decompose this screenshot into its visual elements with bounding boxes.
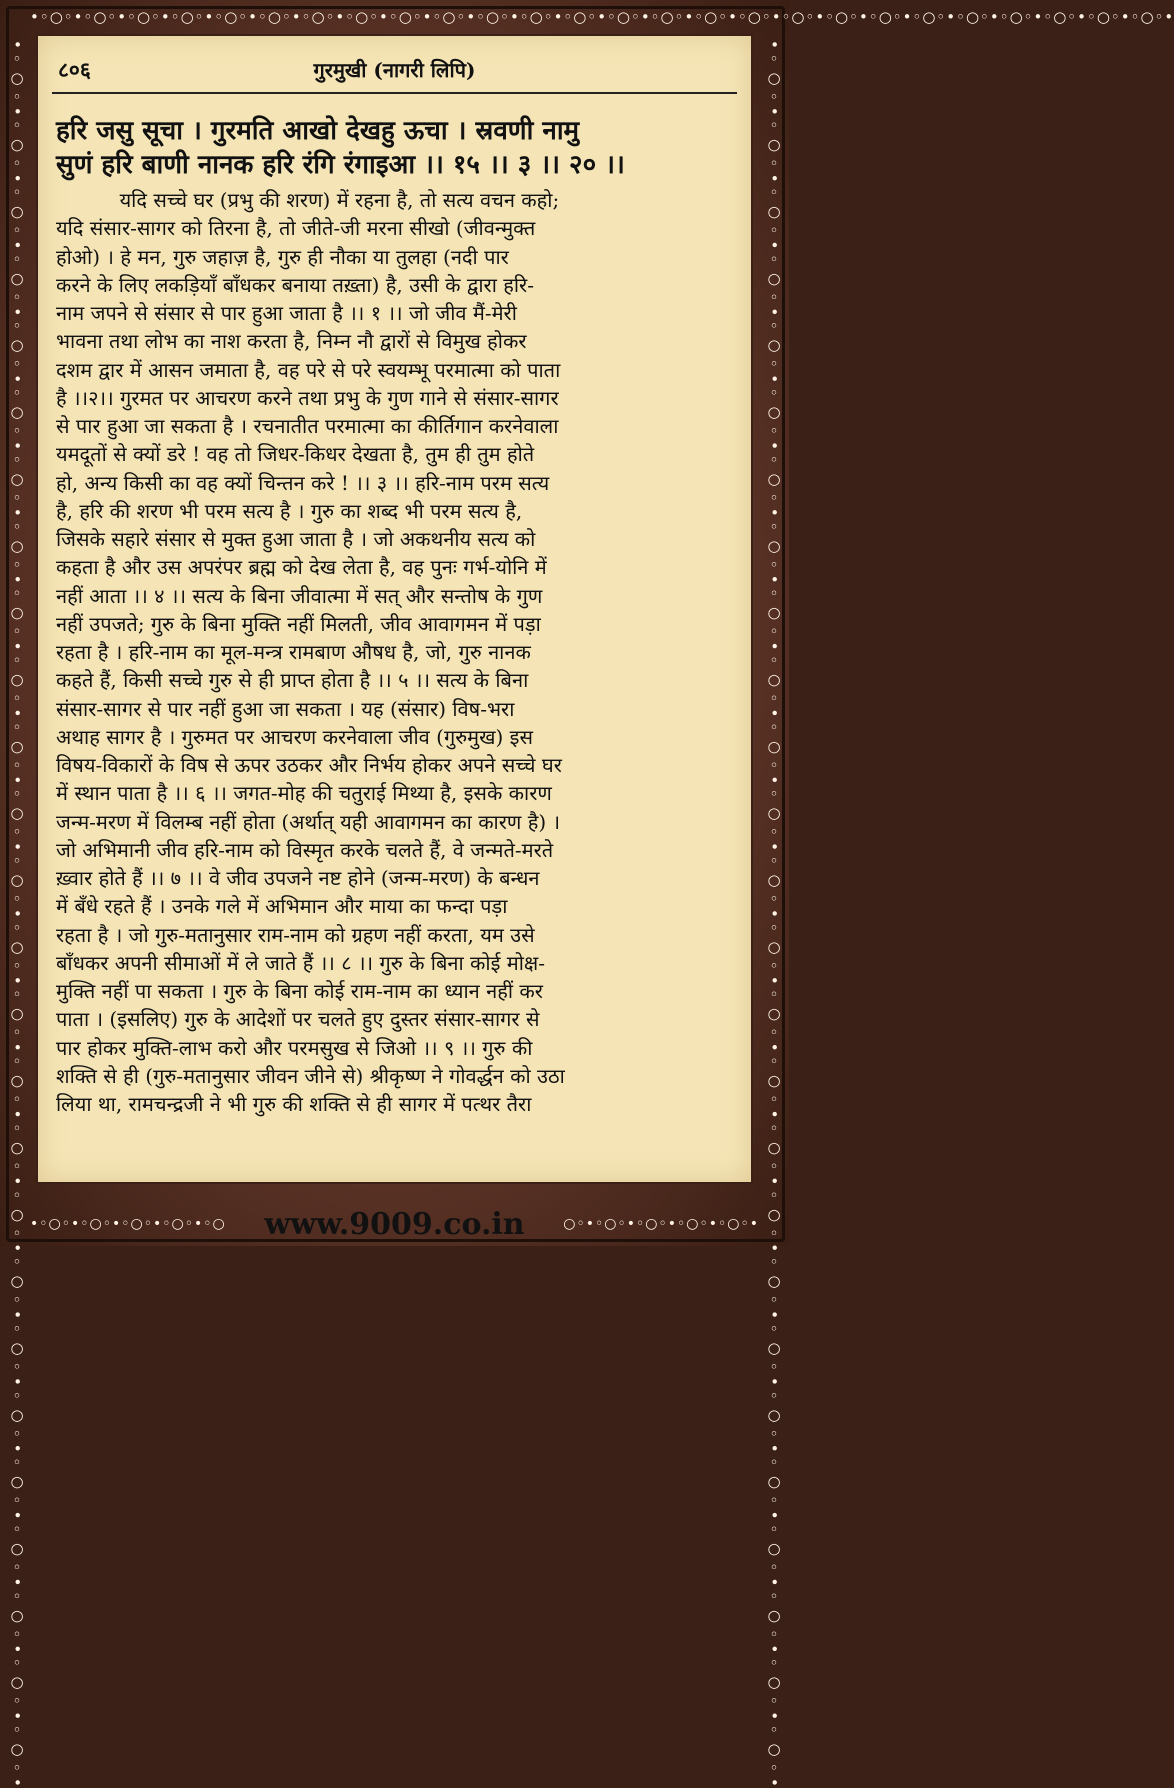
footer-left-ornament: •◦○◦•◦○◦•◦○◦•◦○◦•◦○	[30, 1216, 226, 1232]
translation-line: है ।।२।। गुरमत पर आचरण करने तथा प्रभु के गुण गाने से संसार-सागर	[56, 385, 559, 410]
translation-line: संसार-सागर से पार नहीं हुआ जा सकता । यह (संसार) विष-भरा	[56, 696, 515, 721]
translation-line: जो अभिमानी जीव हरि-नाम को विस्मृत करके चलते हैं, वे जन्मते-मरते	[56, 837, 554, 862]
right-ornament-border: •◦○◦•◦○◦•◦○◦•◦○◦•◦○◦•◦○◦•◦○◦•◦○◦•◦○◦•◦○◦•◦○◦•◦○◦•◦○◦•◦○◦•◦○◦•◦○◦•◦○◦•◦○◦•◦○◦•◦○◦•◦○◦•◦○◦•◦○◦•◦○◦•◦○◦•◦○◦•	[765, 40, 783, 1788]
translation-line: यदि सच्चे घर (प्रभु की शरण) में रहना है, तो सत्य वचन कहो;	[56, 188, 560, 212]
translation-line: नहीं उपजते; गुरु के बिना मुक्ति नहीं मिलती, जीव आवागमन में पड़ा	[56, 611, 541, 636]
translation-line: करने के लिए लकड़ियाँ बाँधकर बनाया तख़्ता) है, उसी के द्वारा हरि-	[56, 272, 534, 297]
translation-line: से पार हुआ जा सकता है । रचनातीत परमात्मा का कीर्तिगान करनेवाला	[56, 414, 559, 438]
translation-line: दशम द्वार में आसन जमाता है, वह परे से परे स्वयम्भू परमात्मा को पाता	[56, 357, 561, 382]
translation-line: भावना तथा लोभ का नाश करता है, निम्न नौ द्वारों से विमुख होकर	[56, 329, 527, 354]
translation-line: नाम जपने से संसार से पार हुआ जाता है ।। १ ।। जो जीव मैं-मेरी	[56, 301, 517, 325]
left-ornament-border: •◦○◦•◦○◦•◦○◦•◦○◦•◦○◦•◦○◦•◦○◦•◦○◦•◦○◦•◦○◦•◦○◦•◦○◦•◦○◦•◦○◦•◦○◦•◦○◦•◦○◦•◦○◦•◦○◦•◦○◦•◦○◦•◦○◦•◦○◦•◦○◦•◦○◦•◦○◦•	[8, 40, 26, 1788]
page-number: ८०६	[58, 57, 91, 82]
translation-line: कहते हैं, किसी सच्चे गुरु से ही प्राप्त होता है ।। ५ ।। सत्य के बिना	[56, 668, 529, 693]
page-header	[36, 34, 753, 90]
running-title: गुरमुखी (नागरी लिपि)	[313, 58, 476, 82]
top-ornament-border: •◦○◦•◦○◦•◦○◦•◦○◦•◦○◦•◦○◦•◦○◦•◦○◦•◦○◦•◦○◦•◦○◦•◦○◦•◦○◦•◦○◦•◦○◦•◦○◦•◦○◦•◦○◦•◦○◦•◦○◦•◦○◦•◦○◦•◦○◦•◦○◦•◦○◦•◦○◦•	[30, 8, 1174, 26]
translation-line: कहता है और उस अपरंपर ब्रह्म को देख लेता है, वह पुनः गर्भ-योनि में	[56, 555, 547, 580]
translation-line: में स्थान पाता है ।। ६ ।। जगत-मोह की चतुराई मिथ्या है, इसके कारण	[56, 781, 552, 806]
footer-right-ornament: ○◦•◦○◦•◦○◦•◦○◦•◦○◦•	[563, 1216, 759, 1232]
translation-line: में बँधे रहते हैं । उनके गले में अभिमान और माया का फन्दा पड़ा	[56, 894, 508, 919]
verse-block	[56, 114, 736, 182]
page-footer	[0, 1204, 789, 1246]
translation-line: है, हरि की शरण भी परम सत्य है । गुरु का शब्द भी परम सत्य है,	[56, 498, 523, 523]
translation-line: नहीं आता ।। ४ ।। सत्य के बिना जीवात्मा में सत् और सन्तोष के गुण	[56, 583, 543, 608]
translation-line: अथाह सागर है । गुरुमत पर आचरण करनेवाला जीव (गुरुमुख) इस	[56, 724, 533, 749]
scripture-page	[36, 34, 753, 1184]
translation-line: हो, अन्य किसी का वह क्यों चिन्तन करे ! ।। ३ ।। हरि-नाम परम सत्य	[56, 470, 550, 495]
translation-line: पाता । (इसलिए) गुरु के आदेशों पर चलते हुए दुस्तर संसार-सागर से	[56, 1007, 540, 1032]
translation-line: जन्म-मरण में विलम्ब नहीं होता (अर्थात् यही आवागमन का कारण है) ।	[56, 809, 561, 834]
header-divider	[52, 92, 737, 94]
translation-line: होओ) । हे मन, गुरु जहाज़ है, गुरु ही नौका या तुलहा (नदी पार	[56, 244, 509, 269]
translation-line: रहता है । हरि-नाम का मूल-मन्त्र रामबाण औषध है, जो, गुरु नानक	[56, 640, 531, 664]
translation-line: बाँधकर अपनी सीमाओं में ले जाते हैं ।। ८ ।। गुरु के बिना कोई मोक्ष-	[56, 950, 545, 975]
translation-line: विषय-विकारों के विष से ऊपर उठकर और निर्भय होकर अपने सच्चे घर	[56, 753, 562, 777]
website-link[interactable]: www.9009.co.in	[264, 1207, 525, 1242]
translation-line: रहता है । जो गुरु-मतानुसार राम-नाम को ग्रहण नहीं करता, यम उसे	[56, 922, 535, 947]
translation-line: यदि संसार-सागर को तिरना है, तो जीते-जी मरना सीखो (जीवन्मुक्त	[56, 216, 536, 241]
translation-line: पार होकर मुक्ति-लाभ करो और परमसुख से जिओ ।। ९ ।। गुरु की	[56, 1035, 533, 1060]
translation-block	[56, 186, 736, 1118]
verse-line: हरि जसु सूचा । गुरमति आखो देखहु ऊचा । स्रवणी नामु	[56, 116, 580, 146]
translation-line: लिया था, रामचन्द्रजी ने भी गुरु की शक्ति से ही सागर में पत्थर तैरा	[56, 1092, 532, 1116]
translation-line: शक्ति से ही (गुरु-मतानुसार जीवन जीने से) श्रीकृष्ण ने गोवर्द्धन को उठा	[56, 1063, 565, 1088]
translation-line: ख़्वार होते हैं ।। ७ ।। वे जीव उपजने नष्ट होने (जन्म-मरण) के बन्धन	[56, 866, 540, 890]
translation-line: यमदूतों से क्यों डरे ! वह तो जिधर-किधर देखता है, तुम ही तुम होते	[56, 442, 535, 467]
verse-line: सुणं हरि बाणी नानक हरि रंगि रंगाइआ ।। १५ ।। ३ ।। २० ।।	[56, 150, 625, 180]
translation-line: मुक्ति नहीं पा सकता । गुरु के बिना कोई राम-नाम का ध्यान नहीं कर	[56, 979, 543, 1003]
translation-line: जिसके सहारे संसार से मुक्त हुआ जाता है । जो अकथनीय सत्य को	[56, 527, 536, 551]
